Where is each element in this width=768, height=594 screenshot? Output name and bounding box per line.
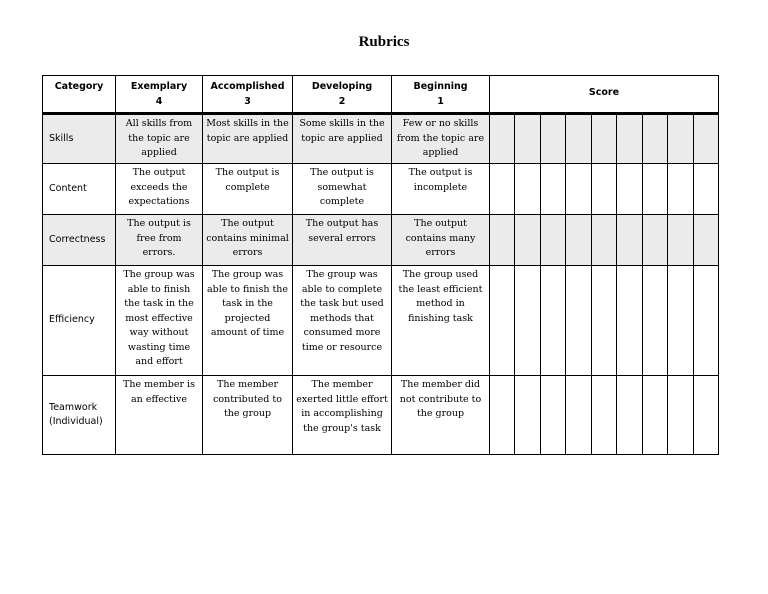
score-input-cell[interactable] (540, 376, 565, 455)
score-input-cell[interactable] (617, 215, 642, 266)
header-level-beginning (392, 76, 490, 114)
score-input-cell[interactable] (617, 266, 642, 376)
score-input-cell[interactable] (540, 164, 565, 215)
score-input-cell[interactable] (668, 215, 693, 266)
score-input-cell[interactable] (566, 376, 591, 455)
level-name: Developing (311, 81, 373, 92)
level-points: 4 (155, 95, 163, 107)
score-input-cell[interactable] (642, 376, 667, 455)
descriptor-cell-developing: The output has several errors (293, 215, 392, 266)
score-input-cell[interactable] (693, 215, 719, 266)
header-score: Score (490, 76, 719, 114)
level-points: 1 (437, 95, 444, 107)
descriptor-cell-beginning: The group used the least efficient method in finishing task (392, 266, 490, 376)
score-input-cell[interactable] (566, 114, 591, 164)
level-name: Beginning (413, 81, 468, 92)
score-input-cell[interactable] (668, 114, 693, 164)
header-level-exemplary (116, 76, 203, 114)
descriptor-cell-accomplished: The output is complete (203, 164, 293, 215)
score-input-cell[interactable] (591, 215, 616, 266)
table-row (43, 376, 719, 455)
table-row (43, 215, 719, 266)
table-row (43, 114, 719, 164)
category-cell: Teamwork (Individual) (43, 376, 116, 455)
level-name: Accomplished (210, 81, 285, 92)
category-cell: Correctness (43, 215, 116, 266)
category-cell: Efficiency (43, 266, 116, 376)
score-input-cell[interactable] (515, 164, 540, 215)
level-points: 2 (338, 95, 346, 107)
score-input-cell[interactable] (591, 114, 616, 164)
category-cell: Skills (43, 114, 116, 164)
score-input-cell[interactable] (490, 266, 515, 376)
score-input-cell[interactable] (693, 376, 719, 455)
descriptor-cell-developing: The group was able to complete the task but used methods that consumed more time or resource (293, 266, 392, 376)
score-input-cell[interactable] (490, 164, 515, 215)
score-input-cell[interactable] (515, 376, 540, 455)
score-input-cell[interactable] (490, 215, 515, 266)
descriptor-cell-accomplished: Most skills in the topic are applied (203, 114, 293, 164)
header-level-developing (293, 76, 392, 114)
score-input-cell[interactable] (490, 376, 515, 455)
score-input-cell[interactable] (566, 266, 591, 376)
descriptor-cell-accomplished: The group was able to finish the task in the projected amount of time (203, 266, 293, 376)
score-input-cell[interactable] (566, 215, 591, 266)
score-input-cell[interactable] (540, 266, 565, 376)
score-input-cell[interactable] (617, 164, 642, 215)
level-name: Exemplary (130, 81, 188, 92)
table-row (43, 266, 719, 376)
score-input-cell[interactable] (642, 164, 667, 215)
score-input-cell[interactable] (566, 164, 591, 215)
score-input-cell[interactable] (642, 215, 667, 266)
score-input-cell[interactable] (617, 376, 642, 455)
descriptor-cell-exemplary: The group was able to finish the task in the most effective way without wasting time and effort (116, 266, 203, 376)
category-cell: Content (43, 164, 116, 215)
score-input-cell[interactable] (642, 114, 667, 164)
descriptor-cell-beginning: Few or no skills from the topic are applied (392, 114, 490, 164)
descriptor-cell-exemplary: The member is an effective (116, 376, 203, 455)
score-input-cell[interactable] (591, 266, 616, 376)
score-input-cell[interactable] (617, 114, 642, 164)
score-input-cell[interactable] (642, 266, 667, 376)
descriptor-cell-accomplished: The output contains minimal errors (203, 215, 293, 266)
score-input-cell[interactable] (490, 114, 515, 164)
score-input-cell[interactable] (591, 376, 616, 455)
descriptor-cell-developing: The member exerted little effort in accomplishing the group's task (293, 376, 392, 455)
rubric-table (42, 75, 719, 455)
descriptor-cell-exemplary: The output exceeds the expectations (116, 164, 203, 215)
descriptor-cell-exemplary: The output is free from errors. (116, 215, 203, 266)
score-input-cell[interactable] (540, 114, 565, 164)
header-level-accomplished (203, 76, 293, 114)
level-points: 3 (244, 95, 251, 107)
score-input-cell[interactable] (515, 215, 540, 266)
score-input-cell[interactable] (693, 114, 719, 164)
score-input-cell[interactable] (515, 266, 540, 376)
header-row (43, 76, 719, 114)
rubric-body (43, 114, 719, 455)
page-title: Rubrics (358, 34, 410, 50)
score-input-cell[interactable] (668, 164, 693, 215)
score-input-cell[interactable] (693, 266, 719, 376)
descriptor-cell-developing: The output is somewhat complete (293, 164, 392, 215)
score-input-cell[interactable] (591, 164, 616, 215)
descriptor-cell-beginning: The output is incomplete (392, 164, 490, 215)
table-row (43, 164, 719, 215)
descriptor-cell-beginning: The output contains many errors (392, 215, 490, 266)
score-input-cell[interactable] (668, 376, 693, 455)
descriptor-cell-accomplished: The member contributed to the group (203, 376, 293, 455)
score-input-cell[interactable] (693, 164, 719, 215)
score-input-cell[interactable] (668, 266, 693, 376)
descriptor-cell-developing: Some skills in the topic are applied (293, 114, 392, 164)
score-input-cell[interactable] (540, 215, 565, 266)
score-input-cell[interactable] (515, 114, 540, 164)
header-category: Category (43, 76, 116, 114)
descriptor-cell-beginning: The member did not contribute to the group (392, 376, 490, 455)
descriptor-cell-exemplary: All skills from the topic are applied (116, 114, 203, 164)
